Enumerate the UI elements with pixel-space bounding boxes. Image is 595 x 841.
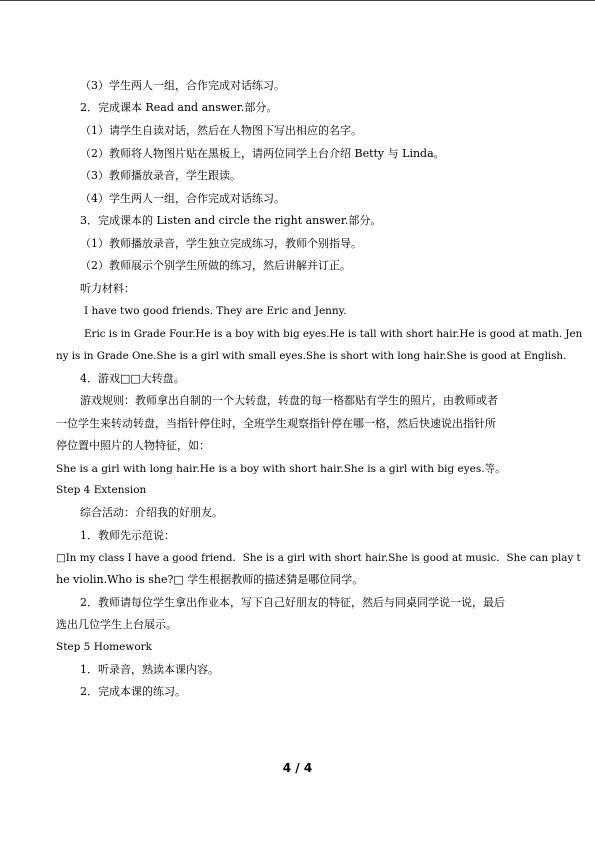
text-line: （4）学生两人一组，合作完成对话练习。: [80, 192, 285, 205]
text-line: 一位学生来转动转盘，当指针停住时，全班学生观察指针停在哪一格，然后快速说出指针所: [56, 417, 496, 430]
text-line: （3）学生两人一组，合作完成对话练习。: [80, 79, 285, 92]
text-line: ny is in Grade One.She is a girl with small eyes.She is short with long hair.She is good at English.: [56, 350, 567, 362]
text-line: （3）教师播放录音，学生跟读。: [80, 169, 241, 182]
text-line: She is a girl with long hair.He is a boy with short hair.She is a girl with big eyes.等。: [56, 463, 506, 475]
text-line: 2．完成课本 Read and answer.部分。: [80, 101, 278, 114]
text-line: 2．完成本课的练习。: [80, 685, 186, 698]
text-line: Eric is in Grade Four.He is a boy with big eyes.He is tall with short hair.He is good at math. Jen: [84, 328, 583, 340]
text-line: 1．教师先示范说：: [80, 529, 175, 542]
text-line: （1）教师播放录音，学生独立完成练习，教师个别指导。: [80, 237, 362, 250]
text-line: （2）教师将人物图片贴在黑板上，请两位同学上台介绍 Betty 与 Linda。: [80, 147, 445, 160]
text-line: 游戏规则：教师拿出自制的一个大转盘，转盘的每一格都贴有学生的照片，由教师或者: [80, 394, 498, 407]
text-line: 停位置中照片的人物特征，如：: [56, 439, 210, 452]
text-line: （1）请学生自读对话，然后在人物图下写出相应的名字。: [80, 124, 362, 137]
section-heading: Step 5 Homework: [56, 641, 153, 653]
text-line: （2）教师展示个别学生所做的练习，然后讲解并订正。: [80, 259, 351, 272]
text-line: he violin.Who is she?□ 学生根据教师的描述猜是哪位同学。: [56, 573, 364, 586]
text-line: □In my class I have a good friend．She is a girl with short hair.She is good at music．She can play t: [56, 552, 581, 564]
text-line: 综合活动：介绍我的好朋友。: [80, 506, 223, 519]
text-line: 1．听录音，熟读本课内容。: [80, 663, 219, 676]
text-line: 听力材料：: [80, 282, 135, 295]
text-line: 2．教师请每位学生拿出作业本，写下自己好朋友的特征，然后与同桌同学说一说，最后: [80, 596, 505, 609]
text-line: I have two good friends. They are Eric and Jenny.: [84, 305, 347, 317]
text-line: 3．完成课本的 Listen and circle the right answer.部分。: [80, 214, 382, 227]
text-line: 4．游戏□□大转盘。: [80, 372, 185, 385]
page-number: 4 / 4: [282, 761, 313, 775]
section-heading: Step 4 Extension: [56, 484, 147, 496]
text-line: 选出几位学生上台展示。: [56, 618, 177, 631]
page-top-border: [0, 0, 595, 1]
